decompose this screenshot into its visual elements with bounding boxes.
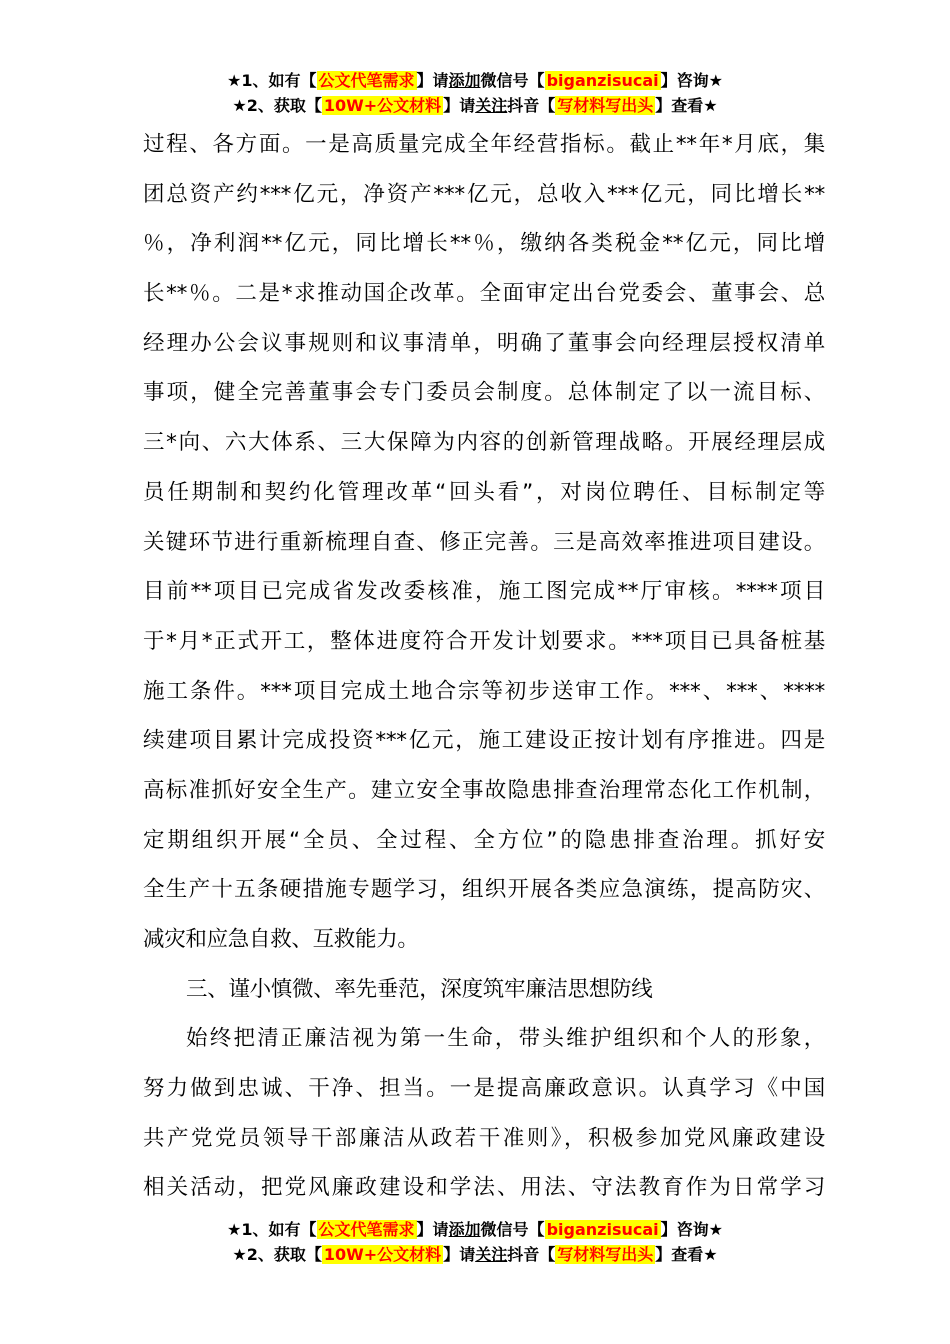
banner-text: 微信号【 (480, 1220, 545, 1239)
paragraph-line: 三*向、六大体系、三大保障为内容的创新管理战略。开展经理层成 (143, 430, 825, 456)
banner-underlined-text: 关注 (475, 96, 508, 115)
paragraph-line: 经理办公会议事规则和议事清单，明确了董事会向经理层授权清单 (143, 330, 825, 356)
document-body (143, 120, 825, 1213)
banner-text: 】查看★ (655, 1245, 718, 1264)
paragraph-line: 续建项目累计完成投资***亿元，施工建设正按计划有序推进。四是 (143, 728, 825, 754)
top-banner-line-2 (0, 94, 950, 118)
paragraph-line: 长**％。二是*求推动国企改革。全面审定出台党委会、董事会、总 (143, 281, 825, 307)
paragraph-line: 目前**项目已完成省发改委核准，施工图完成**厅审核。****项目 (143, 579, 825, 605)
banner-highlight: 写材料写出头 (557, 96, 654, 115)
banner-highlight: 10W+公文材料 (323, 1245, 442, 1264)
bottom-banner-line-2 (0, 1243, 950, 1267)
paragraph-line: ％，净利润**亿元，同比增长**％，缴纳各类税金**亿元，同比增 (143, 231, 825, 257)
paragraph-line: 事项，健全完善董事会专门委员会制度。总体制定了以一流目标、 (143, 380, 825, 406)
banner-text: 抖音【 (507, 1245, 556, 1264)
banner-highlight: 写材料写出头 (557, 1245, 654, 1264)
paragraph-line: 共产党党员领导干部廉洁从政若干准则》，积极参加党风廉政建设 (143, 1125, 825, 1151)
banner-underlined-text: 关注 (475, 1245, 508, 1264)
paragraph-line: 定期组织开展“全员、全过程、全方位”的隐患排查治理。抓好安 (143, 827, 825, 853)
banner-highlight: 公文代笔需求 (318, 71, 415, 90)
paragraph-line: 员任期制和契约化管理改革“回头看”，对岗位聘任、目标制定等 (143, 479, 825, 505)
banner-text: 】查看★ (655, 96, 718, 115)
paragraph-line: 始终把清正廉洁视为第一生命，带头维护组织和个人的形象， (186, 1026, 825, 1052)
paragraph-line: 团总资产约***亿元，净资产***亿元，总收入***亿元，同比增长** (143, 181, 825, 207)
banner-highlight: biganzisucai (546, 1220, 659, 1239)
banner-text: 抖音【 (507, 96, 556, 115)
banner-text: ★2、获取【 (232, 96, 322, 115)
section-heading: 三、谨小慎微、率先垂范，深度筑牢廉洁思想防线 (186, 976, 653, 1002)
banner-underlined-text: 添加 (448, 71, 481, 90)
paragraph-line: 于*月*正式开工，整体进度符合开发计划要求。***项目已具备桩基 (143, 628, 825, 654)
banner-text: 】请 (416, 1220, 449, 1239)
banner-highlight: 10W+公文材料 (323, 96, 442, 115)
banner-highlight: biganzisucai (546, 71, 659, 90)
banner-text: 】咨询★ (660, 71, 723, 90)
banner-text: 】请 (443, 1245, 476, 1264)
paragraph-line: 努力做到忠诚、干净、担当。一是提高廉政意识。认真学习《中国 (143, 1076, 825, 1102)
banner-text: 微信号【 (480, 71, 545, 90)
paragraph-line: 过程、各方面。一是高质量完成全年经营指标。截止**年*月底，集 (143, 132, 825, 157)
banner-text: 】请 (443, 96, 476, 115)
paragraph-line: 相关活动，把党风廉政建设和学法、用法、守法教育作为日常学习 (143, 1175, 825, 1201)
banner-text: 】请 (416, 71, 449, 90)
banner-text: ★1、如有【 (227, 71, 317, 90)
banner-text: ★2、获取【 (232, 1245, 322, 1264)
banner-text: ★1、如有【 (227, 1220, 317, 1239)
paragraph-line: 减灾和应急自救、互救能力。 (143, 927, 419, 952)
banner-highlight: 公文代笔需求 (318, 1220, 415, 1239)
banner-underlined-text: 添加 (448, 1220, 481, 1239)
paragraph-line: 关键环节进行重新梳理自查、修正完善。三是高效率推进项目建设。 (143, 529, 825, 555)
top-banner-line-1 (0, 69, 950, 93)
paragraph-line: 高标准抓好安全生产。建立安全事故隐患排查治理常态化工作机制， (143, 777, 825, 803)
bottom-banner-line-1 (0, 1218, 950, 1242)
paragraph-line: 全生产十五条硬措施专题学习，组织开展各类应急演练，提高防灾、 (143, 877, 825, 903)
banner-text: 】咨询★ (660, 1220, 723, 1239)
paragraph-line: 施工条件。***项目完成土地合宗等初步送审工作。***、***、**** (143, 678, 825, 704)
